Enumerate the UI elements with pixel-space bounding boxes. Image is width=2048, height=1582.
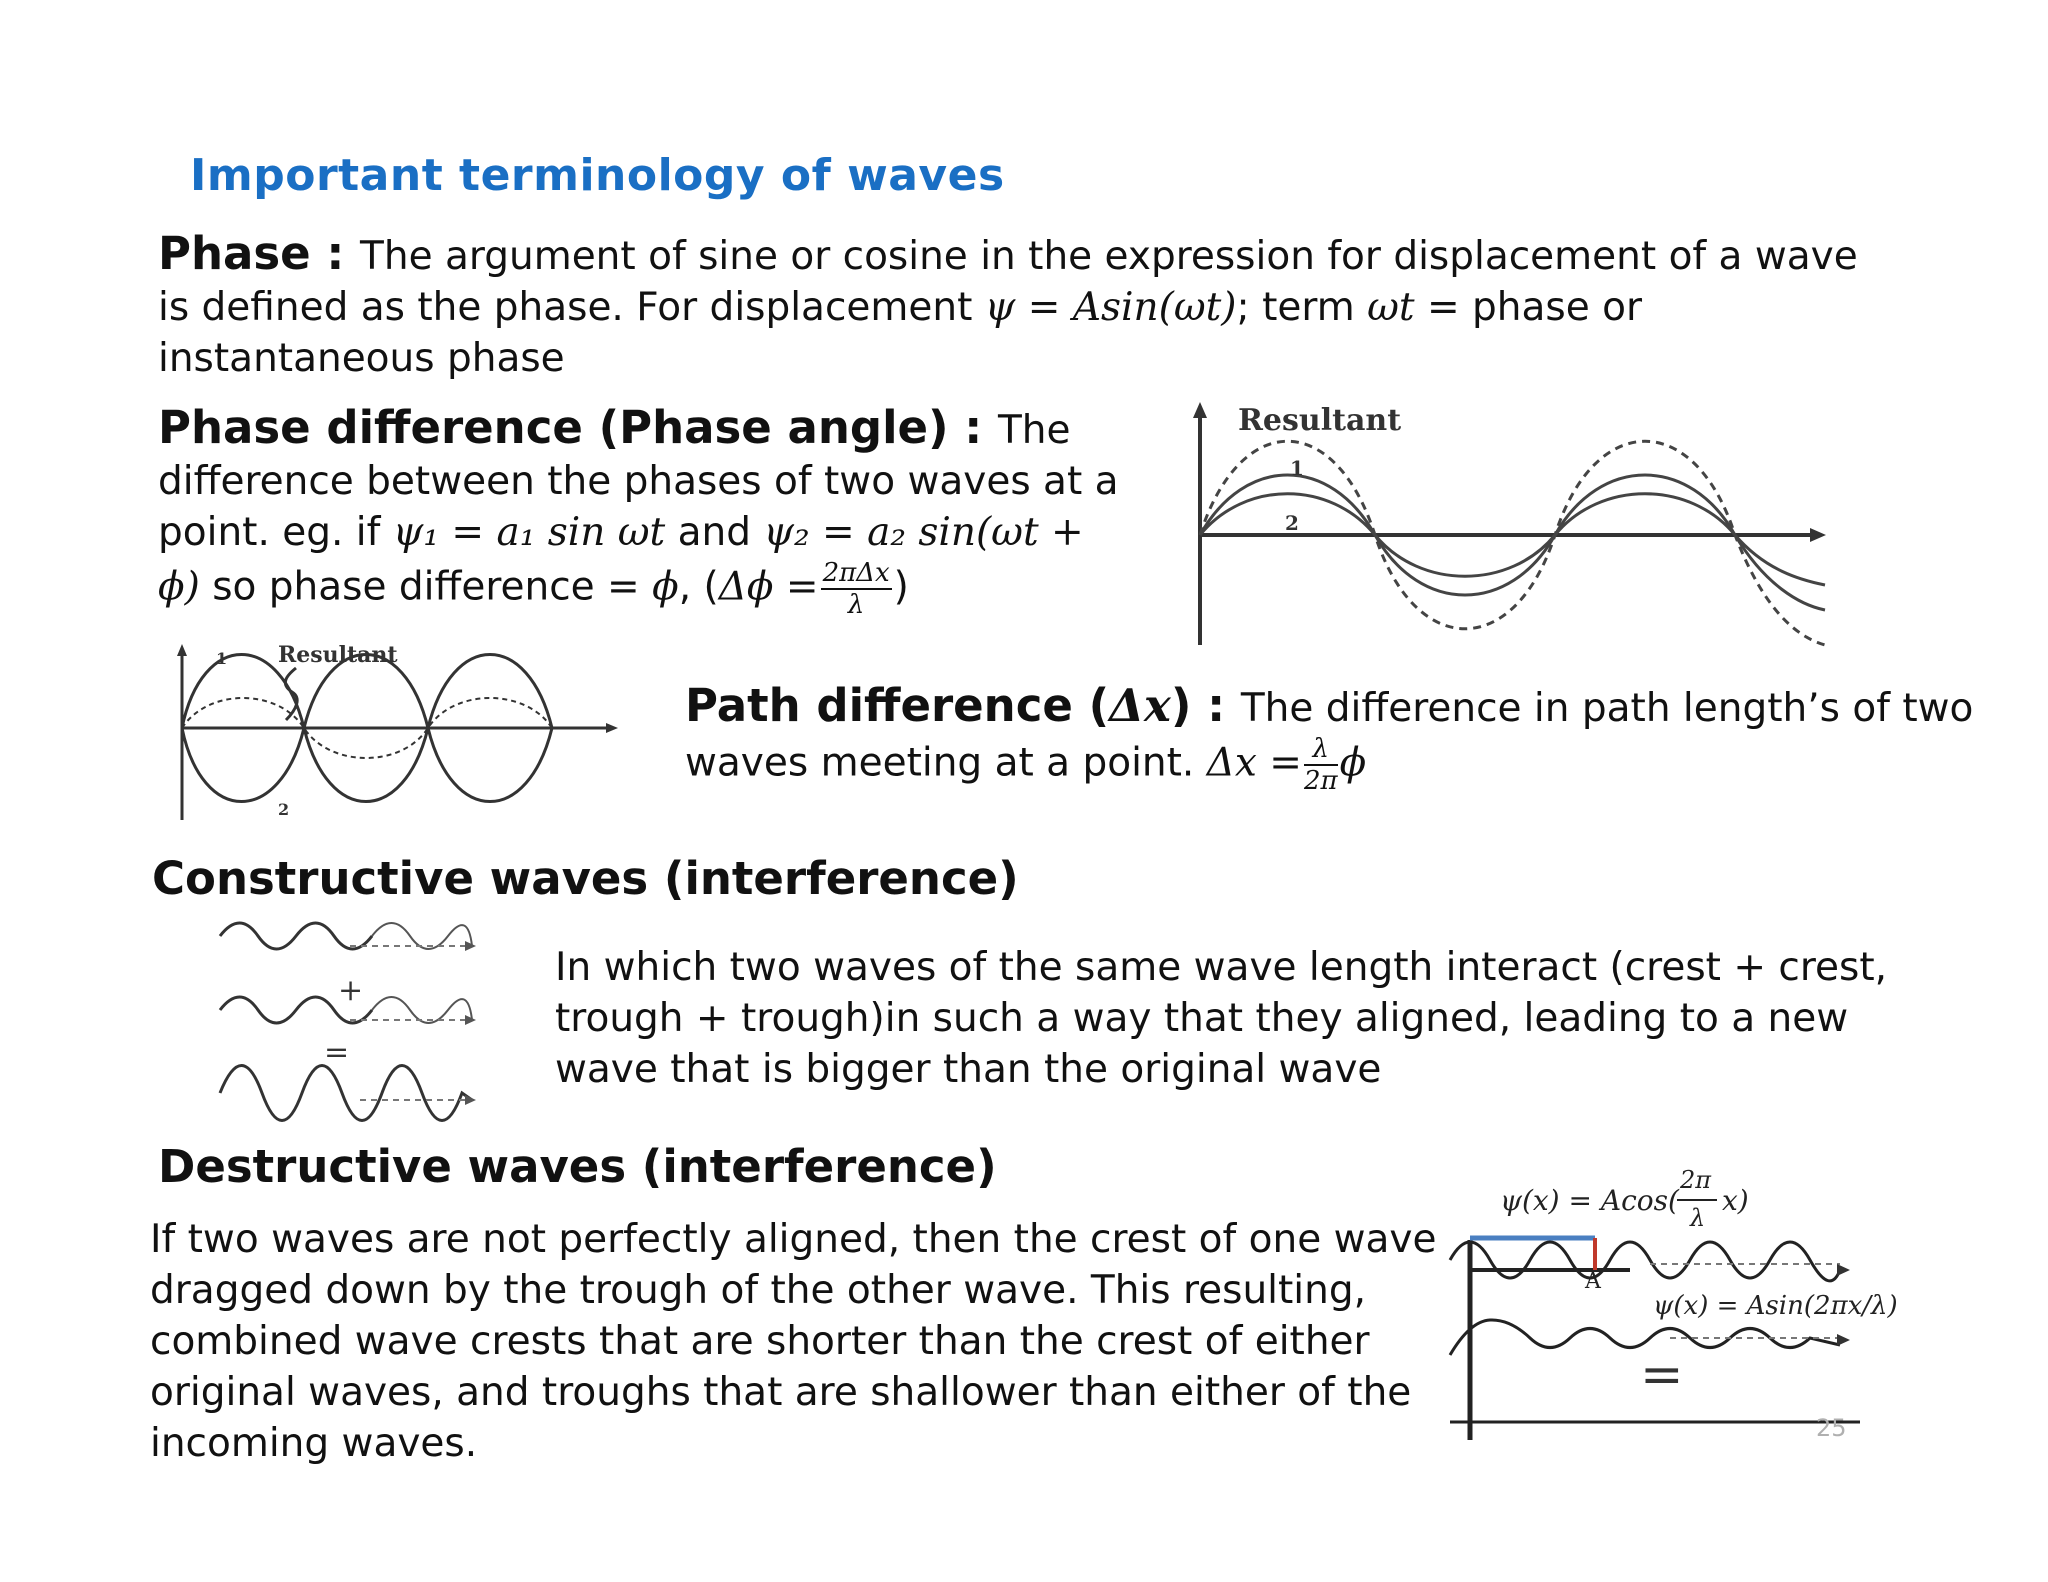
constructive-heading: Constructive waves (interference) xyxy=(152,852,1019,905)
path-difference-frac-num: λ xyxy=(1304,734,1338,766)
phase-paragraph xyxy=(158,228,1878,384)
destructive-eq-top-b: x) xyxy=(1722,1184,1749,1217)
constructive-text: In which two waves of the same wave length interact (crest + crest, trough + trough)in such a way that they aligned, leading to a new wave that is bigger than the original wave xyxy=(555,945,1888,1092)
opposite-label-1: 1 xyxy=(216,649,228,668)
opposite-phase-figure xyxy=(168,640,628,830)
constructive-arrow-2 xyxy=(465,1015,476,1025)
phase-difference-text-e: ) xyxy=(893,564,909,610)
destructive-arrow-1 xyxy=(1837,1264,1850,1276)
page-number: 25 xyxy=(1816,1414,1847,1442)
destructive-text: If two waves are not perfectly aligned, then the crest of one wave dragged down by the trough of the other wave. This resulting, combined wave crests that are shorter than the crest of either original waves, and troughs that are shallower than either of the incoming waves. xyxy=(150,1217,1437,1466)
opposite-y-axis-arrow xyxy=(177,644,187,656)
destructive-eq-mid: ψ(x) = Asin(2πx/λ) xyxy=(1653,1291,1898,1321)
amplitude-label: A xyxy=(1585,1269,1601,1294)
destructive-eq-top-den: λ xyxy=(1690,1204,1706,1232)
page-title: Important terminology of waves xyxy=(190,150,1005,201)
resultant-wave-figure xyxy=(1190,400,1850,660)
figure-y-axis-arrow xyxy=(1193,402,1207,418)
phase-difference-paragraph xyxy=(158,402,1128,620)
path-difference-term-symbol: Δx xyxy=(1109,679,1171,732)
phase-difference-text-a: The difference between the phases of two waves at a point. eg. if xyxy=(158,408,1119,555)
constructive-plus: + xyxy=(338,973,364,1008)
phase-text-c: = phase or instantaneous phase xyxy=(158,285,1643,381)
figure-label-1: 1 xyxy=(1290,456,1304,480)
phase-eq2: ωt xyxy=(1367,285,1415,330)
phase-term: Phase xyxy=(158,227,311,280)
destructive-wave-cos xyxy=(1450,1242,1840,1281)
wave-2-curve xyxy=(1200,494,1825,585)
constructive-result-wave xyxy=(220,1066,472,1121)
phase-difference-fraction xyxy=(821,558,892,620)
phase-difference-frac-den: λ xyxy=(847,590,865,620)
constructive-arrow-3 xyxy=(465,1095,476,1105)
phase-difference-text-d: , ( xyxy=(678,564,719,610)
destructive-equals: = xyxy=(1640,1345,1684,1405)
path-difference-fraction xyxy=(1304,734,1338,796)
phase-eq1: ψ = Asin(ωt) xyxy=(984,285,1237,330)
phase-difference-eq2: ψ₂ = a₂ sin(ωt + ϕ) xyxy=(158,510,1084,610)
path-difference-eq2: ϕ xyxy=(1339,740,1367,786)
constructive-wave-1 xyxy=(220,923,372,949)
phase-text-b: ; term xyxy=(1236,285,1368,330)
destructive-eq-top-num: 2π xyxy=(1680,1166,1712,1194)
destructive-arrow-2 xyxy=(1837,1334,1850,1346)
path-difference-term-end: ) xyxy=(1170,679,1192,732)
figure-resultant-label: Resultant xyxy=(1238,403,1402,438)
phase-difference-eq1: ψ₁ = a₁ sin ωt xyxy=(392,510,666,555)
destructive-wave-figure xyxy=(1440,1160,2000,1450)
phase-sep: : xyxy=(310,227,361,280)
phase-difference-term: Phase difference (Phase angle) xyxy=(158,401,949,454)
constructive-equals: = xyxy=(324,1035,350,1070)
figure-label-2: 2 xyxy=(1285,511,1299,535)
opposite-resultant-label: Resultant xyxy=(278,642,398,668)
opposite-x-axis-arrow xyxy=(606,723,618,733)
phase-difference-text-c: so phase difference = xyxy=(199,564,653,610)
phase-difference-eq4: Δϕ = xyxy=(718,564,819,610)
phase-difference-frac-num: 2πΔx xyxy=(822,558,890,588)
path-difference-sep: : xyxy=(1191,679,1241,732)
figure-x-axis-arrow xyxy=(1810,528,1826,542)
path-difference-frac-den: 2π xyxy=(1303,766,1338,796)
phase-difference-text-b: and xyxy=(665,510,764,555)
constructive-wave-figure xyxy=(210,918,490,1138)
phase-difference-sep: : xyxy=(948,401,998,454)
path-difference-text-a: The difference in path length’s of two waves meeting at a point. xyxy=(685,686,1974,786)
opposite-label-2: 2 xyxy=(278,800,290,819)
path-difference-paragraph xyxy=(685,680,1975,796)
destructive-eq-top-a: ψ(x) = Acos( xyxy=(1500,1184,1679,1217)
destructive-heading: Destructive waves (interference) xyxy=(158,1140,997,1193)
phase-difference-eq3: ϕ xyxy=(652,564,679,610)
path-difference-eq1: Δx = xyxy=(1206,740,1302,786)
path-difference-term: Path difference ( xyxy=(685,679,1110,732)
constructive-arrow-1 xyxy=(465,941,476,951)
phase-text-a: The argument of sine or cosine in the expression for displacement of a wave is defined as the phase. For displacement xyxy=(158,234,1858,330)
